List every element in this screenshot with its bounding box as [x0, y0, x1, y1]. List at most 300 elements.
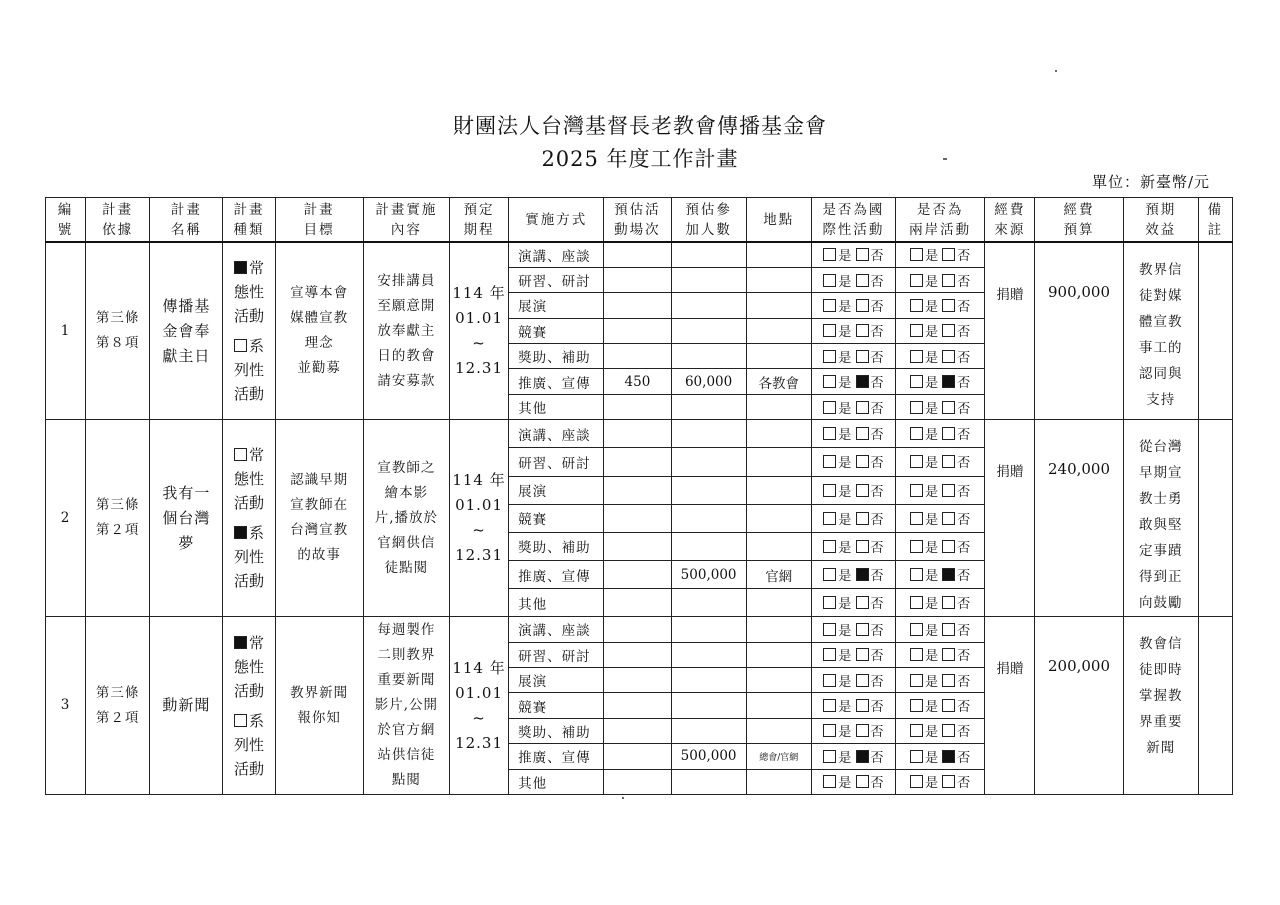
type-regular-checkbox	[234, 448, 247, 461]
participants-value	[671, 476, 746, 504]
cross-strait-no-label: 否	[957, 623, 971, 639]
table-row	[46, 617, 1233, 642]
cross-strait-no-checkbox	[942, 699, 955, 712]
cross-strait-cell	[896, 560, 985, 588]
type-regular-label: 常 態性 活動	[233, 633, 264, 700]
plan-goal: 宣導本會 媒體宣教 理念 並勸募	[275, 242, 363, 420]
currency-unit: 單位：新臺幣/元	[1091, 173, 1210, 191]
intl-cell	[811, 589, 895, 617]
sessions-value	[604, 448, 671, 476]
cross-strait-choice	[910, 456, 970, 471]
intl-no-label: 否	[870, 569, 884, 584]
intl-no-checkbox	[856, 540, 869, 553]
plan-basis: 第三條 第２項	[86, 420, 150, 617]
intl-yes-checkbox	[823, 674, 836, 687]
location-value	[746, 242, 811, 267]
intl-no-checkbox	[856, 568, 869, 581]
intl-cell	[811, 448, 895, 476]
header-no: 編 號	[46, 198, 86, 243]
intl-no-checkbox	[856, 484, 869, 497]
intl-yes-checkbox	[823, 596, 836, 609]
cross-strait-no-checkbox	[942, 350, 955, 363]
location-value	[746, 420, 811, 448]
cross-strait-choice	[910, 402, 970, 417]
intl-no-label: 否	[870, 776, 884, 792]
sessions-value	[604, 318, 671, 343]
cross-strait-yes-checkbox	[910, 750, 923, 763]
method-label: 展演	[509, 668, 604, 693]
plan-type-options	[234, 443, 264, 593]
participants-value	[671, 448, 746, 476]
sessions-value	[604, 589, 671, 617]
intl-yes-checkbox	[823, 724, 836, 737]
plan-rows	[46, 242, 1233, 794]
intl-cell	[811, 718, 895, 743]
cross-strait-no-label: 否	[957, 350, 971, 366]
intl-yes-label: 是	[838, 700, 852, 716]
intl-no-checkbox	[856, 455, 869, 468]
cross-strait-choice	[910, 649, 970, 664]
cross-strait-cell	[896, 769, 985, 794]
intl-choice	[823, 569, 883, 584]
cross-strait-no-checkbox	[942, 375, 955, 388]
cross-strait-choice	[910, 376, 970, 391]
cross-strait-choice	[910, 675, 970, 690]
cross-strait-choice	[910, 541, 970, 556]
intl-yes-label: 是	[838, 623, 852, 639]
cross-strait-cell	[896, 589, 985, 617]
participants-value	[671, 532, 746, 560]
scan-speck	[1055, 70, 1057, 72]
intl-choice	[823, 485, 883, 500]
intl-yes-label: 是	[838, 649, 852, 665]
intl-yes-label: 是	[838, 325, 852, 341]
intl-yes-checkbox	[823, 350, 836, 363]
intl-choice	[823, 513, 883, 528]
plan-name: 動新聞	[150, 617, 223, 795]
intl-no-label: 否	[870, 456, 884, 472]
cross-strait-no-checkbox	[942, 568, 955, 581]
intl-yes-label: 是	[838, 350, 852, 366]
intl-yes-checkbox	[823, 699, 836, 712]
scan-speck	[622, 797, 624, 799]
plan-name: 傳播基 金會奉 獻主日	[150, 242, 223, 420]
location-value: 各教會	[746, 369, 811, 394]
intl-yes-checkbox	[823, 623, 836, 636]
header-row	[46, 198, 1233, 243]
cross-strait-yes-label: 是	[925, 750, 939, 766]
intl-choice	[823, 675, 883, 690]
cross-strait-no-checkbox	[942, 623, 955, 636]
type-series-label: 系 列性 活動	[233, 337, 264, 404]
participants-value	[671, 668, 746, 693]
work-plan-table	[45, 197, 1233, 795]
intl-yes-checkbox	[823, 484, 836, 497]
intl-no-checkbox	[856, 324, 869, 337]
intl-no-label: 否	[870, 484, 884, 500]
cross-strait-cell	[896, 718, 985, 743]
cross-strait-choice	[910, 569, 970, 584]
cross-strait-no-label: 否	[957, 325, 971, 341]
intl-yes-checkbox	[823, 427, 836, 440]
cross-strait-no-label: 否	[957, 249, 971, 265]
method-label: 競賽	[509, 318, 604, 343]
intl-no-checkbox	[856, 350, 869, 363]
intl-yes-label: 是	[838, 776, 852, 792]
intl-yes-checkbox	[823, 750, 836, 763]
method-label: 演講、座談	[509, 242, 604, 267]
location-value	[746, 293, 811, 318]
location-value	[746, 394, 811, 419]
cross-strait-no-checkbox	[942, 596, 955, 609]
participants-value	[671, 617, 746, 642]
cross-strait-yes-checkbox	[910, 648, 923, 661]
intl-no-checkbox	[856, 375, 869, 388]
intl-choice	[823, 700, 883, 715]
header-goal: 計畫 目標	[275, 198, 363, 243]
cross-strait-cell	[896, 293, 985, 318]
cross-strait-yes-label: 是	[925, 540, 939, 556]
cross-strait-no-checkbox	[942, 324, 955, 337]
type-regular-checkbox	[234, 261, 247, 274]
cross-strait-yes-checkbox	[910, 324, 923, 337]
method-label: 競賽	[509, 504, 604, 532]
intl-no-checkbox	[856, 248, 869, 261]
cross-strait-cell	[896, 369, 985, 394]
intl-no-checkbox	[856, 427, 869, 440]
intl-cell	[811, 617, 895, 642]
intl-no-checkbox	[856, 674, 869, 687]
cross-strait-no-checkbox	[942, 648, 955, 661]
table-row	[46, 420, 1233, 448]
plan-goal: 認識早期 宣教師在 台灣宣教 的故事	[275, 420, 363, 617]
sessions-value	[604, 293, 671, 318]
expected-benefit: 教會信 徒即時 掌握教 界重要 新聞	[1123, 617, 1198, 795]
intl-cell	[811, 242, 895, 267]
intl-yes-label: 是	[838, 597, 852, 613]
plan-no: 2	[46, 420, 86, 617]
cross-strait-no-checkbox	[942, 775, 955, 788]
intl-cell	[811, 642, 895, 667]
location-value	[746, 617, 811, 642]
participants-value	[671, 693, 746, 718]
intl-yes-label: 是	[838, 401, 852, 417]
cross-strait-no-label: 否	[957, 484, 971, 500]
location-value	[746, 344, 811, 369]
intl-no-checkbox	[856, 648, 869, 661]
method-label: 展演	[509, 476, 604, 504]
header-participants: 預估參 加人數	[671, 198, 746, 243]
type-series-option	[234, 521, 264, 593]
header-intl: 是否為國 際性活動	[811, 198, 895, 243]
participants-value	[671, 642, 746, 667]
intl-choice	[823, 325, 883, 340]
header-sessions: 預估活 動場次	[604, 198, 671, 243]
cross-strait-no-label: 否	[957, 569, 971, 584]
cross-strait-cell	[896, 744, 985, 769]
intl-yes-label: 是	[838, 512, 852, 528]
cross-strait-no-label: 否	[957, 750, 971, 766]
intl-cell	[811, 532, 895, 560]
plan-schedule: 114 年 01.01 ~ 12.31	[449, 617, 508, 795]
cross-strait-yes-label: 是	[925, 512, 939, 528]
cross-strait-yes-checkbox	[910, 596, 923, 609]
remarks-cell	[1198, 420, 1232, 617]
method-label: 研習、研討	[509, 448, 604, 476]
sessions-value	[604, 532, 671, 560]
type-series-label: 系 列性 活動	[233, 711, 264, 778]
funding-source: 捐贈	[985, 617, 1035, 795]
cross-strait-yes-checkbox	[910, 401, 923, 414]
sessions-value	[604, 394, 671, 419]
cross-strait-cell	[896, 420, 985, 448]
cross-strait-choice	[910, 725, 970, 740]
budget-value: 900,000	[1035, 242, 1123, 420]
cross-strait-yes-label: 是	[925, 401, 939, 417]
intl-yes-checkbox	[823, 248, 836, 261]
intl-no-checkbox	[856, 750, 869, 763]
intl-choice	[823, 776, 883, 791]
type-series-option	[234, 334, 264, 406]
intl-no-label: 否	[870, 274, 884, 290]
cross-strait-choice	[910, 325, 970, 340]
intl-cell	[811, 318, 895, 343]
sessions-value	[604, 769, 671, 794]
cross-strait-yes-label: 是	[925, 569, 939, 584]
intl-yes-checkbox	[823, 401, 836, 414]
intl-cell	[811, 744, 895, 769]
cross-strait-yes-checkbox	[910, 699, 923, 712]
cross-strait-choice	[910, 751, 970, 766]
cross-strait-no-checkbox	[942, 512, 955, 525]
header-schedule: 預定 期程	[449, 198, 508, 243]
type-series-checkbox	[234, 339, 247, 352]
cross-strait-no-label: 否	[957, 649, 971, 665]
cross-strait-cell	[896, 448, 985, 476]
type-series-label: 系 列性 活動	[233, 524, 264, 591]
method-label: 其他	[509, 589, 604, 617]
location-value	[746, 504, 811, 532]
cross-strait-yes-label: 是	[925, 484, 939, 500]
intl-yes-checkbox	[823, 324, 836, 337]
cross-strait-no-checkbox	[942, 674, 955, 687]
plan-basis: 第三條 第８項	[86, 242, 150, 420]
cross-strait-no-label: 否	[957, 401, 971, 417]
intl-choice	[823, 751, 883, 766]
cross-strait-yes-label: 是	[925, 428, 939, 444]
intl-choice	[823, 725, 883, 740]
cross-strait-yes-label: 是	[925, 249, 939, 265]
intl-yes-checkbox	[823, 375, 836, 388]
method-label: 展演	[509, 293, 604, 318]
cross-strait-no-checkbox	[942, 540, 955, 553]
plan-no: 1	[46, 242, 86, 420]
method-label: 推廣、宣傳	[509, 369, 604, 394]
cross-strait-no-label: 否	[957, 274, 971, 290]
cross-strait-choice	[910, 776, 970, 791]
intl-cell	[811, 344, 895, 369]
intl-no-checkbox	[856, 699, 869, 712]
sessions-value	[604, 420, 671, 448]
intl-no-label: 否	[870, 623, 884, 639]
intl-no-checkbox	[856, 724, 869, 737]
method-label: 研習、研討	[509, 642, 604, 667]
cross-strait-no-checkbox	[942, 724, 955, 737]
cross-strait-choice	[910, 275, 970, 290]
header-name: 計畫 名稱	[150, 198, 223, 243]
method-label: 獎助、補助	[509, 718, 604, 743]
sessions-value	[604, 668, 671, 693]
location-value	[746, 668, 811, 693]
cross-strait-yes-checkbox	[910, 248, 923, 261]
sessions-value	[604, 344, 671, 369]
location-value	[746, 267, 811, 292]
method-label: 其他	[509, 394, 604, 419]
sessions-value	[604, 617, 671, 642]
intl-cell	[811, 293, 895, 318]
intl-yes-checkbox	[823, 648, 836, 661]
intl-yes-label: 是	[838, 725, 852, 741]
participants-value: 500,000	[671, 744, 746, 769]
funding-source: 捐贈	[985, 420, 1035, 617]
location-value	[746, 642, 811, 667]
participants-value	[671, 242, 746, 267]
participants-value	[671, 318, 746, 343]
sessions-value: 450	[604, 369, 671, 394]
header-remarks: 備 註	[1198, 198, 1232, 243]
intl-no-label: 否	[870, 700, 884, 716]
intl-yes-label: 是	[838, 299, 852, 315]
intl-no-checkbox	[856, 596, 869, 609]
intl-cell	[811, 693, 895, 718]
method-label: 獎助、補助	[509, 532, 604, 560]
cross-strait-no-checkbox	[942, 427, 955, 440]
intl-no-label: 否	[870, 428, 884, 444]
sessions-value	[604, 267, 671, 292]
location-value	[746, 532, 811, 560]
intl-yes-label: 是	[838, 674, 852, 690]
plan-basis: 第三條 第２項	[86, 617, 150, 795]
cross-strait-cell	[896, 394, 985, 419]
header-budget: 經費 預算	[1035, 198, 1123, 243]
expected-benefit: 教界信 徒對媒 體宣教 事工的 認同與 支持	[1123, 242, 1198, 420]
intl-no-label: 否	[870, 350, 884, 366]
plan-type	[223, 420, 275, 617]
intl-yes-label: 是	[838, 456, 852, 472]
plan-schedule: 114 年 01.01 ~ 12.31	[449, 420, 508, 617]
intl-no-checkbox	[856, 401, 869, 414]
header-cross-strait: 是否為 兩岸活動	[896, 198, 985, 243]
cross-strait-no-checkbox	[942, 484, 955, 497]
sessions-value	[604, 642, 671, 667]
plan-type	[223, 242, 275, 420]
cross-strait-choice	[910, 597, 970, 612]
cross-strait-choice	[910, 300, 970, 315]
cross-strait-no-checkbox	[942, 299, 955, 312]
sessions-value	[604, 718, 671, 743]
cross-strait-no-checkbox	[942, 750, 955, 763]
cross-strait-no-checkbox	[942, 455, 955, 468]
table-row	[46, 242, 1233, 267]
participants-value	[671, 504, 746, 532]
method-label: 研習、研討	[509, 267, 604, 292]
cross-strait-yes-checkbox	[910, 724, 923, 737]
cross-strait-yes-label: 是	[925, 376, 939, 392]
participants-value	[671, 718, 746, 743]
cross-strait-yes-label: 是	[925, 350, 939, 366]
location-value: 官網	[746, 560, 811, 588]
cross-strait-cell	[896, 693, 985, 718]
intl-yes-label: 是	[838, 274, 852, 290]
cross-strait-yes-checkbox	[910, 455, 923, 468]
intl-cell	[811, 394, 895, 419]
intl-no-label: 否	[870, 376, 884, 392]
intl-yes-label: 是	[838, 249, 852, 265]
cross-strait-yes-label: 是	[925, 299, 939, 315]
intl-choice	[823, 249, 883, 264]
header-location: 地點	[746, 198, 811, 243]
intl-choice	[823, 624, 883, 639]
cross-strait-no-label: 否	[957, 428, 971, 444]
cross-strait-cell	[896, 532, 985, 560]
type-series-option	[234, 709, 264, 781]
intl-no-label: 否	[870, 674, 884, 690]
type-series-checkbox	[234, 714, 247, 727]
location-value	[746, 589, 811, 617]
cross-strait-no-label: 否	[957, 299, 971, 315]
cross-strait-cell	[896, 476, 985, 504]
cross-strait-yes-checkbox	[910, 512, 923, 525]
header-source: 經費 來源	[985, 198, 1035, 243]
cross-strait-no-label: 否	[957, 512, 971, 528]
cross-strait-yes-label: 是	[925, 274, 939, 290]
participants-value	[671, 394, 746, 419]
type-regular-option	[234, 631, 264, 703]
intl-choice	[823, 275, 883, 290]
intl-no-label: 否	[870, 750, 884, 766]
cross-strait-yes-label: 是	[925, 623, 939, 639]
cross-strait-yes-checkbox	[910, 623, 923, 636]
cross-strait-yes-checkbox	[910, 299, 923, 312]
intl-choice	[823, 597, 883, 612]
method-label: 推廣、宣傳	[509, 744, 604, 769]
cross-strait-yes-checkbox	[910, 775, 923, 788]
type-regular-label: 常 態性 活動	[233, 446, 264, 513]
cross-strait-no-label: 否	[957, 674, 971, 690]
cross-strait-yes-label: 是	[925, 456, 939, 472]
intl-yes-label: 是	[838, 484, 852, 500]
plan-name: 我有一 個台灣 夢	[150, 420, 223, 617]
intl-choice	[823, 649, 883, 664]
cross-strait-yes-checkbox	[910, 484, 923, 497]
remarks-cell	[1198, 242, 1232, 420]
intl-choice	[823, 351, 883, 366]
intl-no-label: 否	[870, 725, 884, 741]
location-value: 總會/官網	[746, 744, 811, 769]
cross-strait-no-checkbox	[942, 248, 955, 261]
cross-strait-choice	[910, 624, 970, 639]
intl-yes-checkbox	[823, 274, 836, 287]
intl-no-label: 否	[870, 512, 884, 528]
intl-yes-checkbox	[823, 455, 836, 468]
plan-type-options	[234, 256, 264, 406]
header-basis: 計畫 依據	[86, 198, 150, 243]
method-label: 競賽	[509, 693, 604, 718]
header-type: 計畫 種類	[223, 198, 275, 243]
plan-no: 3	[46, 617, 86, 795]
intl-yes-label: 是	[838, 428, 852, 444]
scan-speck	[943, 158, 947, 160]
